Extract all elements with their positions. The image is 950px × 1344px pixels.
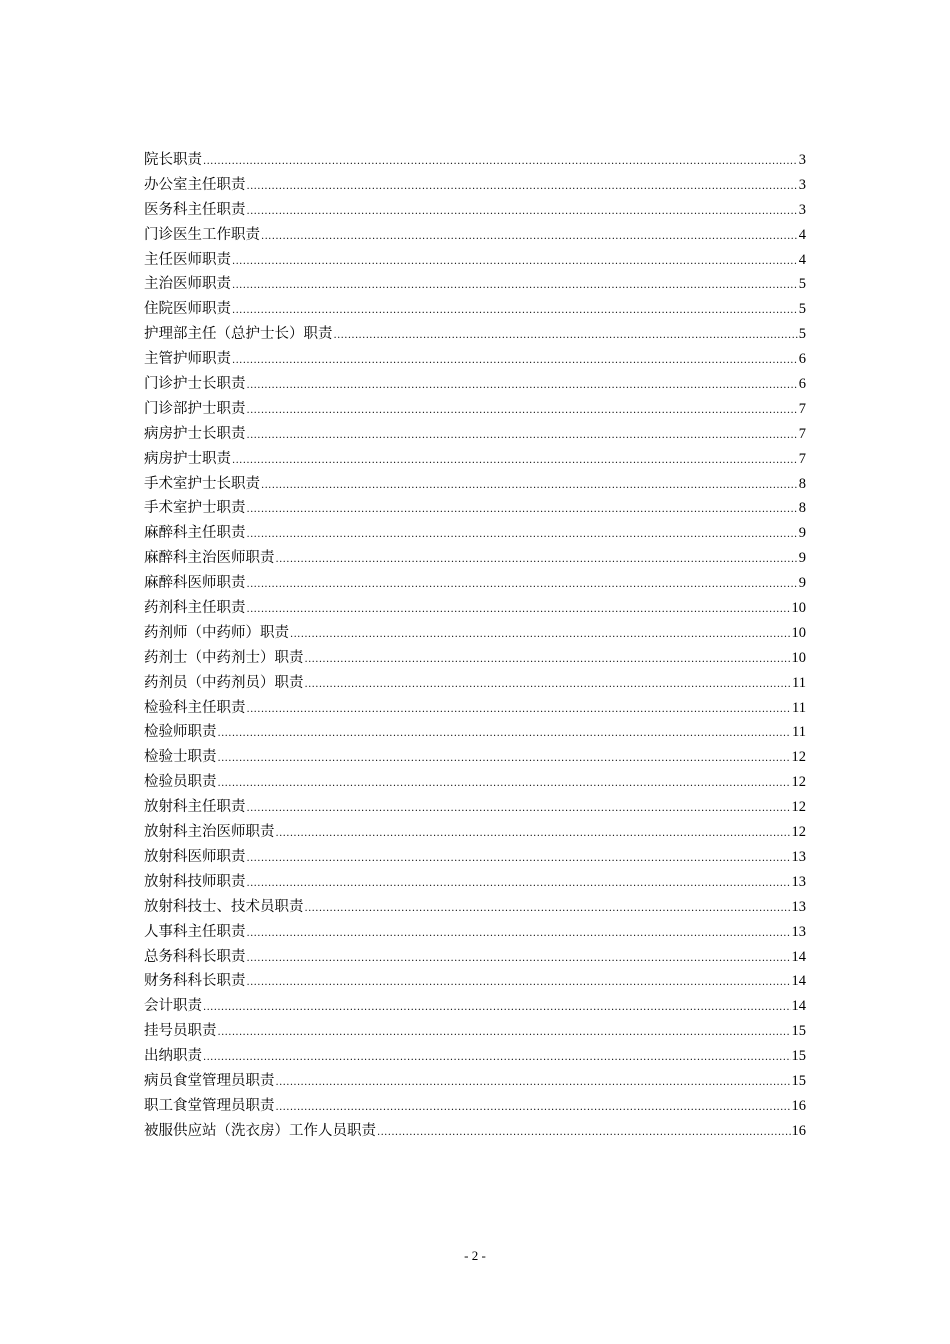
toc-entry-title: 办公室主任职责 xyxy=(144,176,246,193)
toc-dot-leader xyxy=(247,954,791,964)
toc-entry-page: 13 xyxy=(791,898,806,915)
toc-dot-leader xyxy=(247,705,792,715)
toc-entry[interactable] xyxy=(144,472,806,497)
toc-entry-page: 5 xyxy=(798,276,806,293)
toc-dot-leader xyxy=(203,1003,791,1013)
toc-entry-page: 6 xyxy=(798,376,806,393)
toc-entry-title: 放射科技师职责 xyxy=(144,873,246,890)
toc-dot-leader xyxy=(247,580,798,590)
toc-entry-title: 放射科主任职责 xyxy=(144,799,246,816)
toc-entry[interactable] xyxy=(144,945,806,970)
toc-entry[interactable] xyxy=(144,397,806,422)
toc-entry-page: 9 xyxy=(798,575,806,592)
toc-dot-leader xyxy=(218,754,791,764)
toc-dot-leader xyxy=(247,381,798,391)
toc-entry-page: 14 xyxy=(791,998,806,1015)
toc-entry-page: 3 xyxy=(798,152,806,168)
toc-entry-title: 财务科科长职责 xyxy=(144,973,246,990)
toc-dot-leader xyxy=(261,232,798,242)
toc-entry[interactable] xyxy=(144,496,806,521)
toc-entry-title: 药剂师（中药师）职责 xyxy=(144,624,289,641)
toc-entry-title: 麻醉科主任职责 xyxy=(144,525,246,542)
toc-entry-title: 检验师职责 xyxy=(144,724,217,741)
toc-entry-page: 6 xyxy=(798,351,806,368)
toc-dot-leader xyxy=(247,978,791,988)
toc-dot-leader xyxy=(247,854,791,864)
toc-entry[interactable] xyxy=(144,646,806,671)
toc-dot-leader xyxy=(232,281,798,291)
toc-dot-leader xyxy=(305,655,791,665)
toc-entry[interactable] xyxy=(144,1069,806,1094)
toc-entry[interactable] xyxy=(144,720,806,745)
toc-entry-page: 12 xyxy=(791,824,806,841)
toc-entry-title: 药剂科主任职责 xyxy=(144,600,246,617)
toc-dot-leader xyxy=(247,431,798,441)
toc-entry-title: 门诊部护士职责 xyxy=(144,400,246,417)
toc-entry-page: 3 xyxy=(798,201,806,218)
toc-dot-leader xyxy=(334,331,798,341)
toc-entry-page: 14 xyxy=(791,948,806,965)
toc-entry-page: 7 xyxy=(798,425,806,442)
toc-dot-leader xyxy=(377,1128,791,1138)
toc-entry[interactable] xyxy=(144,870,806,895)
toc-entry[interactable] xyxy=(144,447,806,472)
toc-entry-title: 病房护士职责 xyxy=(144,450,231,467)
toc-entry-page: 4 xyxy=(798,251,806,268)
toc-dot-leader xyxy=(232,356,798,366)
toc-entry-title: 药剂员（中药剂员）职责 xyxy=(144,674,304,691)
toc-entry-title: 住院医师职责 xyxy=(144,301,231,318)
toc-entry[interactable] xyxy=(144,223,806,248)
toc-entry-page: 5 xyxy=(798,301,806,318)
toc-entry[interactable] xyxy=(144,596,806,621)
toc-entry-page: 8 xyxy=(798,500,806,517)
toc-entry[interactable] xyxy=(144,322,806,347)
toc-entry-title: 职工食堂管理员职责 xyxy=(144,1097,275,1114)
toc-dot-leader xyxy=(305,680,792,690)
toc-dot-leader xyxy=(232,306,798,316)
table-of-contents xyxy=(144,148,806,1144)
toc-entry-title: 手术室护士长职责 xyxy=(144,475,260,492)
toc-entry-title: 病房护士长职责 xyxy=(144,425,246,442)
toc-entry[interactable] xyxy=(144,994,806,1019)
toc-entry-page: 16 xyxy=(791,1122,806,1139)
toc-dot-leader xyxy=(247,605,791,615)
toc-entry-title: 门诊医生工作职责 xyxy=(144,226,260,243)
toc-entry[interactable] xyxy=(144,248,806,273)
toc-entry-title: 人事科主任职责 xyxy=(144,923,246,940)
toc-dot-leader xyxy=(305,904,791,914)
toc-dot-leader xyxy=(276,1103,791,1113)
toc-entry-page: 12 xyxy=(791,749,806,766)
toc-entry-page: 8 xyxy=(798,475,806,492)
toc-dot-leader xyxy=(247,505,798,515)
toc-entry[interactable] xyxy=(144,969,806,994)
toc-entry-page: 9 xyxy=(798,525,806,542)
toc-entry-title: 主治医师职责 xyxy=(144,276,231,293)
toc-dot-leader xyxy=(276,1078,791,1088)
toc-entry-title: 检验士职责 xyxy=(144,749,217,766)
toc-dot-leader xyxy=(247,406,798,416)
toc-dot-leader xyxy=(218,729,792,739)
toc-entry-page: 11 xyxy=(792,674,806,691)
toc-dot-leader xyxy=(247,879,791,889)
toc-entry[interactable] xyxy=(144,770,806,795)
toc-dot-leader xyxy=(247,207,798,217)
toc-entry-page: 12 xyxy=(791,774,806,791)
toc-entry-page: 15 xyxy=(791,1023,806,1040)
toc-dot-leader xyxy=(290,630,791,640)
toc-dot-leader xyxy=(203,157,798,167)
toc-entry-page: 13 xyxy=(791,873,806,890)
toc-entry[interactable] xyxy=(144,795,806,820)
toc-entry[interactable] xyxy=(144,1119,806,1144)
toc-entry-title: 手术室护士职责 xyxy=(144,500,246,517)
toc-dot-leader xyxy=(218,1028,791,1038)
toc-entry[interactable] xyxy=(144,297,806,322)
toc-entry-title: 门诊护士长职责 xyxy=(144,376,246,393)
toc-entry-page: 9 xyxy=(798,550,806,567)
toc-entry[interactable] xyxy=(144,1019,806,1044)
toc-dot-leader xyxy=(247,182,798,192)
toc-entry[interactable] xyxy=(144,546,806,571)
toc-dot-leader xyxy=(247,804,791,814)
toc-entry[interactable] xyxy=(144,422,806,447)
toc-dot-leader xyxy=(232,257,798,267)
toc-dot-leader xyxy=(276,829,791,839)
toc-entry-page: 15 xyxy=(791,1048,806,1065)
toc-entry[interactable] xyxy=(144,198,806,223)
toc-entry[interactable] xyxy=(144,696,806,721)
toc-entry-title: 药剂士（中药剂士）职责 xyxy=(144,649,304,666)
page-number: - 2 - xyxy=(464,1248,486,1263)
toc-entry[interactable] xyxy=(144,148,806,173)
toc-entry-page: 10 xyxy=(791,649,806,666)
toc-entry-title: 挂号员职责 xyxy=(144,1023,217,1040)
toc-entry[interactable] xyxy=(144,272,806,297)
toc-entry-title: 病员食堂管理员职责 xyxy=(144,1072,275,1089)
toc-entry-title: 会计职责 xyxy=(144,998,202,1015)
toc-entry[interactable] xyxy=(144,621,806,646)
toc-dot-leader xyxy=(261,481,798,491)
toc-dot-leader xyxy=(203,1053,791,1063)
toc-entry-page: 10 xyxy=(791,624,806,641)
toc-entry-title: 院长职责 xyxy=(144,152,202,168)
toc-entry[interactable] xyxy=(144,745,806,770)
toc-dot-leader xyxy=(232,456,798,466)
toc-entry[interactable] xyxy=(144,895,806,920)
toc-entry[interactable] xyxy=(144,1094,806,1119)
toc-entry-page: 14 xyxy=(791,973,806,990)
toc-entry-page: 13 xyxy=(791,923,806,940)
toc-entry-title: 主管护师职责 xyxy=(144,351,231,368)
toc-entry-page: 3 xyxy=(798,176,806,193)
toc-entry-title: 医务科主任职责 xyxy=(144,201,246,218)
toc-entry-page: 11 xyxy=(792,699,806,716)
toc-entry[interactable] xyxy=(144,920,806,945)
toc-entry[interactable] xyxy=(144,521,806,546)
toc-entry-page: 4 xyxy=(798,226,806,243)
toc-dot-leader xyxy=(247,530,798,540)
toc-entry-title: 麻醉科主治医师职责 xyxy=(144,550,275,567)
toc-entry-title: 出纳职责 xyxy=(144,1048,202,1065)
toc-entry-page: 7 xyxy=(798,400,806,417)
toc-entry[interactable] xyxy=(144,372,806,397)
toc-dot-leader xyxy=(247,929,791,939)
toc-dot-leader xyxy=(276,555,798,565)
toc-entry-title: 被服供应站（洗衣房）工作人员职责 xyxy=(144,1122,376,1139)
toc-entry-page: 12 xyxy=(791,799,806,816)
toc-entry[interactable] xyxy=(144,845,806,870)
toc-entry-title: 放射科医师职责 xyxy=(144,848,246,865)
toc-entry-title: 放射科主治医师职责 xyxy=(144,824,275,841)
toc-entry[interactable] xyxy=(144,173,806,198)
toc-entry[interactable] xyxy=(144,820,806,845)
toc-entry-page: 11 xyxy=(792,724,806,741)
toc-entry-page: 16 xyxy=(791,1097,806,1114)
toc-entry-title: 护理部主任（总护士长）职责 xyxy=(144,326,333,343)
toc-entry-title: 主任医师职责 xyxy=(144,251,231,268)
toc-entry-title: 放射科技士、技术员职责 xyxy=(144,898,304,915)
toc-entry-page: 15 xyxy=(791,1072,806,1089)
toc-entry-page: 10 xyxy=(791,600,806,617)
toc-entry-page: 13 xyxy=(791,848,806,865)
toc-entry[interactable] xyxy=(144,571,806,596)
toc-entry-title: 总务科科长职责 xyxy=(144,948,246,965)
toc-entry[interactable] xyxy=(144,1044,806,1069)
toc-entry-page: 5 xyxy=(798,326,806,343)
toc-entry[interactable] xyxy=(144,671,806,696)
toc-entry-title: 检验员职责 xyxy=(144,774,217,791)
toc-entry[interactable] xyxy=(144,347,806,372)
toc-dot-leader xyxy=(218,779,791,789)
toc-entry-title: 麻醉科医师职责 xyxy=(144,575,246,592)
toc-entry-page: 7 xyxy=(798,450,806,467)
toc-entry-title: 检验科主任职责 xyxy=(144,699,246,716)
